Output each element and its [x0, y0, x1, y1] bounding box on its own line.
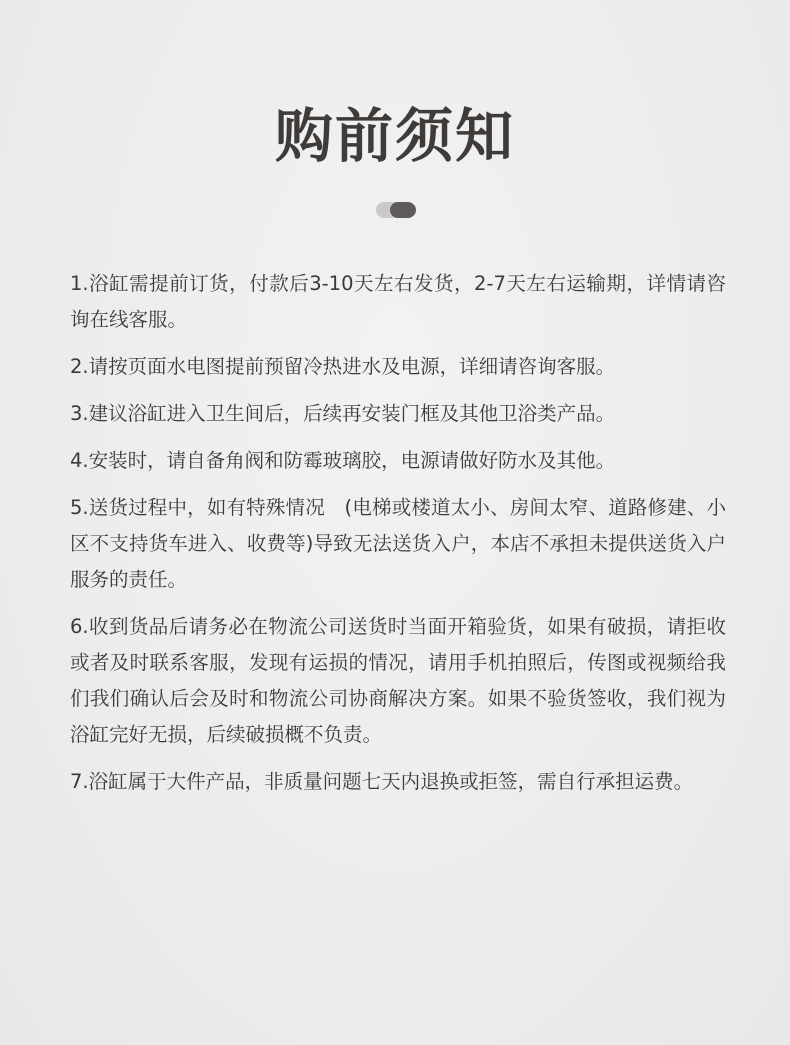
notice-item: 5.送货过程中，如有特殊情况 (电梯或楼道太小、房间太窄、道路修建、小区不支持货车进入、收费等)导致无法送货入户，本店不承担未提供送货入户服务的责任。	[70, 496, 726, 591]
notice-list	[70, 266, 726, 811]
notice-item: 3.建议浴缸进入卫生间后，后续再安装门框及其他卫浴类产品。	[70, 402, 616, 425]
notice-item: 4.安装时，请自备角阀和防霉玻璃胶，电源请做好防水及其他。	[70, 449, 616, 472]
notice-item: 7.浴缸属于大件产品，非质量问题七天内退换或拒签，需自行承担运费。	[70, 770, 694, 793]
notice-item: 1.浴缸需提前订货，付款后3-10天左右发货，2-7天左右运输期，详情请咨询在线客服。	[70, 272, 726, 331]
notice-item: 2.请按页面水电图提前预留冷热进水及电源，详细请咨询客服。	[70, 355, 616, 378]
indicator-dark-dot	[390, 202, 416, 218]
title-divider-indicator	[376, 202, 416, 218]
notice-item: 6.收到货品后请务必在物流公司送货时当面开箱验货，如果有破损，请拒收或者及时联系客服，发现有运损的情况，请用手机拍照后，传图或视频给我们我们确认后会及时和物流公司协商解决方案。如果不验货签收，我们视为浴缸完好无损，后续破损概不负责。	[70, 615, 726, 746]
page-title: 购前须知	[274, 102, 515, 170]
